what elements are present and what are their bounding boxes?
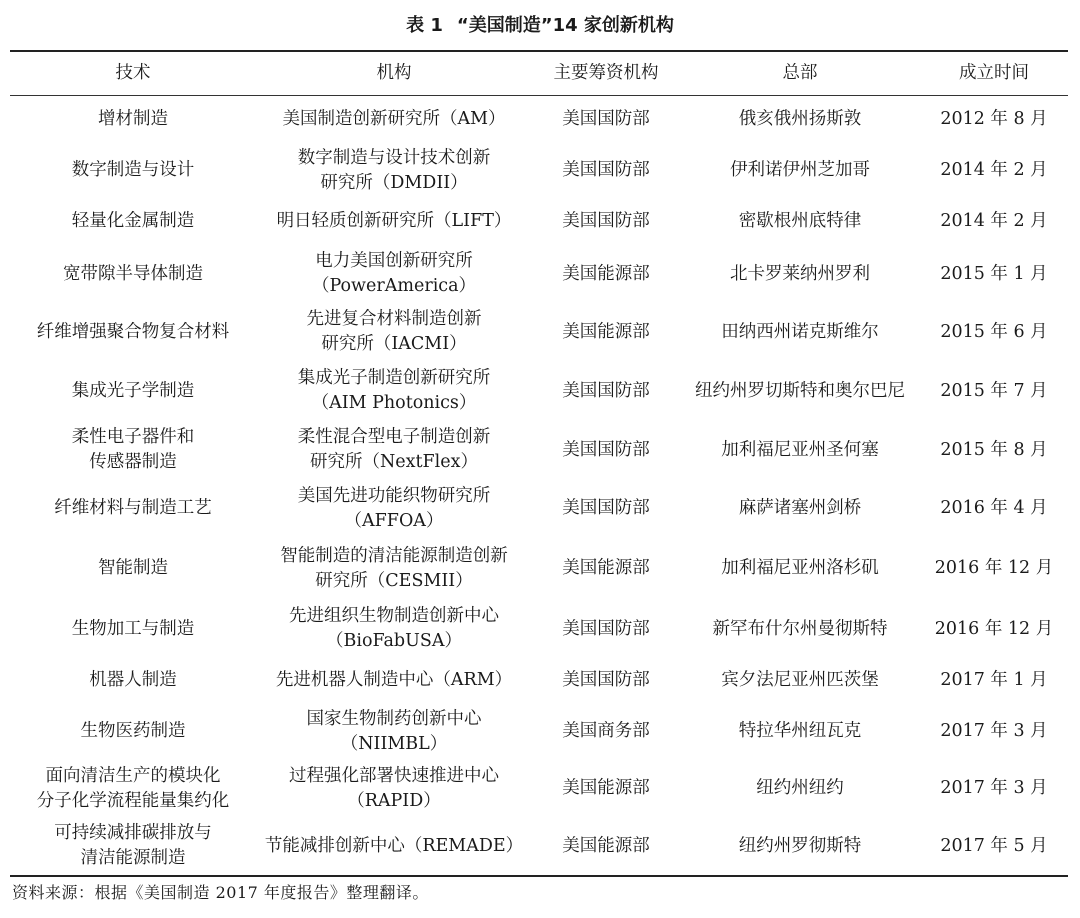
table-row	[10, 703, 1068, 760]
cell-technology: 可持续减排碳排放与 清洁能源制造	[54, 823, 212, 868]
cell-headquarters: 密歇根州底特律	[738, 211, 862, 231]
cell-founded: 2014 年 2 月	[940, 160, 1048, 180]
cell-funding-agency: 美国国防部	[562, 618, 650, 639]
cell-funding-agency: 美国国防部	[562, 160, 650, 180]
cell-founded: 2017 年 5 月	[940, 835, 1048, 856]
cell-funding-agency: 美国能源部	[562, 835, 650, 856]
table-row	[10, 302, 1068, 362]
table-row	[10, 480, 1068, 537]
cell-institute: 明日轻质创新研究所（LIFT）	[276, 211, 512, 231]
table-row	[10, 197, 1068, 246]
cell-funding-agency: 美国能源部	[562, 778, 650, 798]
cell-institute: 柔性混合型电子制造创新 研究所（NextFlex）	[297, 427, 491, 472]
table-row	[10, 658, 1068, 703]
header-headquarters: 总部	[782, 63, 818, 83]
cell-founded: 2017 年 1 月	[940, 670, 1048, 690]
cell-technology: 宽带隙半导体制造	[63, 263, 203, 284]
institutes-table	[10, 52, 1068, 875]
cell-headquarters: 田纳西州诺克斯维尔	[721, 321, 879, 342]
cell-headquarters: 加利福尼亚州洛杉矶	[721, 558, 879, 578]
cell-funding-agency: 美国国防部	[562, 109, 650, 129]
cell-headquarters: 伊利诺伊州芝加哥	[730, 160, 870, 180]
cell-funding-agency: 美国国防部	[562, 439, 650, 460]
cell-founded: 2015 年 1 月	[940, 263, 1048, 284]
cell-founded: 2015 年 6 月	[940, 321, 1048, 342]
cell-funding-agency: 美国国防部	[562, 211, 650, 231]
cell-institute: 先进组织生物制造创新中心 （BioFabUSA）	[289, 606, 499, 651]
cell-technology: 增材制造	[98, 109, 168, 129]
cell-institute: 电力美国创新研究所 （PowerAmerica）	[311, 251, 477, 296]
cell-institute: 先进复合材料制造创新 研究所（IACMI）	[306, 309, 482, 354]
cell-headquarters: 新罕布什尔州曼彻斯特	[712, 618, 888, 639]
cell-institute: 智能制造的清洁能源制造创新 研究所（CESMII）	[280, 545, 508, 591]
cell-founded: 2015 年 7 月	[940, 380, 1048, 401]
header-technology: 技术	[115, 63, 151, 83]
cell-founded: 2017 年 3 月	[940, 721, 1048, 741]
cell-headquarters: 加利福尼亚州圣何塞	[721, 439, 879, 460]
cell-founded: 2015 年 8 月	[940, 439, 1048, 460]
table-row	[10, 144, 1068, 197]
cell-funding-agency: 美国国防部	[562, 670, 650, 690]
cell-technology: 面向清洁生产的模块化 分子化学流程能量集约化	[36, 765, 230, 811]
cell-funding-agency: 美国国防部	[562, 498, 650, 518]
table-body	[10, 95, 1068, 875]
cell-institute: 过程强化部署快速推进中心 （RAPID）	[289, 765, 499, 811]
cell-headquarters: 纽约州罗彻斯特	[738, 835, 862, 856]
table-caption: “美国制造”14 家创新机构	[456, 15, 674, 36]
cell-technology: 生物加工与制造	[71, 618, 195, 639]
table-row	[10, 420, 1068, 480]
table-title	[0, 14, 1080, 38]
header-funding-agency: 主要筹资机构	[553, 63, 659, 83]
cell-founded: 2016 年 12 月	[934, 618, 1054, 639]
cell-funding-agency: 美国能源部	[562, 321, 650, 342]
cell-technology: 纤维材料与制造工艺	[54, 498, 212, 518]
header-institute: 机构	[376, 63, 412, 83]
cell-headquarters: 纽约州罗切斯特和奥尔巴尼	[695, 380, 905, 401]
cell-founded: 2014 年 2 月	[940, 211, 1048, 231]
cell-funding-agency: 美国能源部	[562, 263, 650, 284]
cell-institute: 美国先进功能织物研究所 （AFFOA）	[297, 485, 491, 531]
cell-headquarters: 纽约州纽约	[756, 778, 844, 798]
cell-institute: 数字制造与设计技术创新 研究所（DMDII）	[297, 147, 491, 193]
table-row	[10, 600, 1068, 658]
header-row	[10, 52, 1068, 95]
table-row	[10, 817, 1068, 875]
header-founded: 成立时间	[959, 63, 1029, 83]
cell-technology: 集成光子学制造	[71, 380, 195, 401]
cell-technology: 数字制造与设计	[71, 160, 195, 180]
cell-institute: 美国制造创新研究所（AM）	[282, 109, 506, 129]
cell-institute: 国家生物制药创新中心 （NIIMBL）	[306, 708, 482, 754]
cell-institute: 集成光子制造创新研究所 （AIM Photonics）	[297, 368, 491, 413]
cell-headquarters: 俄亥俄州扬斯敦	[738, 109, 862, 129]
cell-funding-agency: 美国商务部	[562, 721, 650, 741]
table-row	[10, 362, 1068, 420]
source-note: 资料来源：根据《美国制造 2017 年度报告》整理翻译。	[12, 883, 429, 902]
cell-technology: 机器人制造	[89, 670, 177, 690]
cell-technology: 生物医药制造	[80, 721, 186, 741]
cell-headquarters: 北卡罗莱纳州罗利	[730, 263, 870, 284]
cell-headquarters: 宾夕法尼亚州匹茨堡	[721, 670, 879, 690]
cell-founded: 2012 年 8 月	[940, 109, 1048, 129]
cell-founded: 2016 年 12 月	[934, 558, 1054, 578]
table-row	[10, 537, 1068, 600]
table-row	[10, 246, 1068, 302]
table-row	[10, 95, 1068, 144]
cell-founded: 2017 年 3 月	[940, 778, 1048, 798]
cell-funding-agency: 美国国防部	[562, 380, 650, 401]
table-row	[10, 760, 1068, 817]
cell-institute: 先进机器人制造中心（ARM）	[275, 670, 513, 690]
cell-funding-agency: 美国能源部	[562, 558, 650, 578]
cell-technology: 柔性电子器件和 传感器制造	[71, 427, 195, 472]
cell-institute: 节能减排创新中心（REMADE）	[264, 835, 524, 856]
cell-headquarters: 麻萨诸塞州剑桥	[738, 498, 862, 518]
cell-headquarters: 特拉华州纽瓦克	[738, 721, 862, 741]
cell-technology: 智能制造	[98, 558, 168, 578]
table-label: 表 1	[406, 15, 443, 36]
cell-technology: 轻量化金属制造	[71, 211, 195, 231]
bottom-rule	[10, 875, 1068, 877]
cell-technology: 纤维增强聚合物复合材料	[36, 321, 230, 342]
cell-founded: 2016 年 4 月	[940, 498, 1048, 518]
